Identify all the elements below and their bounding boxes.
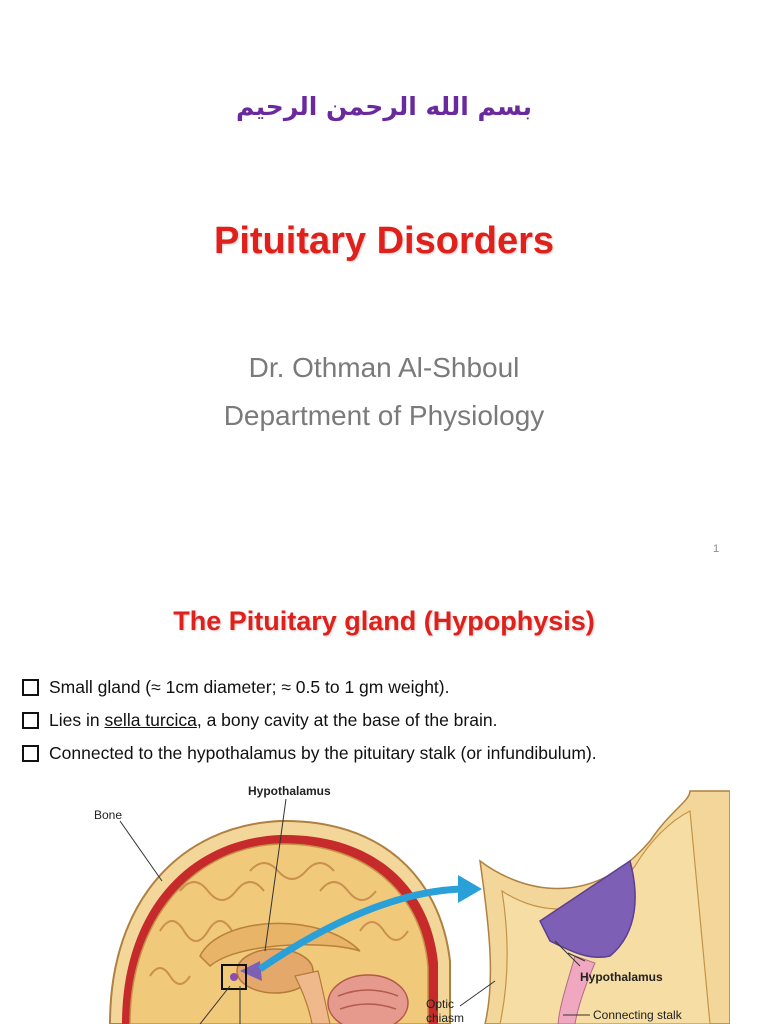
slide-title: The Pituitary gland (Hypophysis) [173, 606, 595, 636]
bullet-list [22, 671, 762, 770]
bullet-item [22, 671, 762, 704]
arrow-head-icon [458, 875, 482, 903]
label-chiasm: chiasm [426, 1011, 465, 1024]
slide-title: Pituitary Disorders [214, 220, 554, 262]
author-name: Dr. Othman Al-Shboul [248, 352, 520, 383]
department-name: Department of Physiology [223, 400, 545, 431]
checkbox-bullet-icon [22, 679, 39, 696]
bullet-item [22, 704, 762, 737]
label-bone: Bone [94, 808, 123, 822]
bone-leader-line [120, 821, 162, 881]
pituitary-dot [230, 973, 238, 981]
basmala-text: بسم الله الرحمن الرحيم [236, 92, 532, 121]
bullet-text: Small gland (≈ 1cm diameter; ≈ 0.5 to 1 gm weight). [49, 677, 450, 697]
label-hypothalamus-top: Hypothalamus [248, 784, 331, 798]
pituitary-anatomy-figure [90, 781, 730, 1024]
author-block [0, 344, 768, 440]
page-number: 1 [713, 543, 720, 555]
content-slide [0, 576, 768, 1024]
checkbox-bullet-icon [22, 745, 39, 762]
sella-turcica-link[interactable]: sella turcica [104, 710, 197, 730]
bullet-item [22, 737, 762, 770]
checkbox-bullet-icon [22, 712, 39, 729]
label-optic: Optic [426, 997, 455, 1011]
label-hypothalamus-right: Hypothalamus [580, 970, 663, 984]
cerebellum-shape [328, 975, 408, 1024]
bullet-text: Connected to the hypothalamus by the pituitary stalk (or infundibulum). [49, 743, 597, 763]
label-connecting-stalk: Connecting stalk [593, 1008, 682, 1022]
bullet-text: Lies in sella turcica, a bony cavity at the base of the brain. [49, 710, 498, 730]
